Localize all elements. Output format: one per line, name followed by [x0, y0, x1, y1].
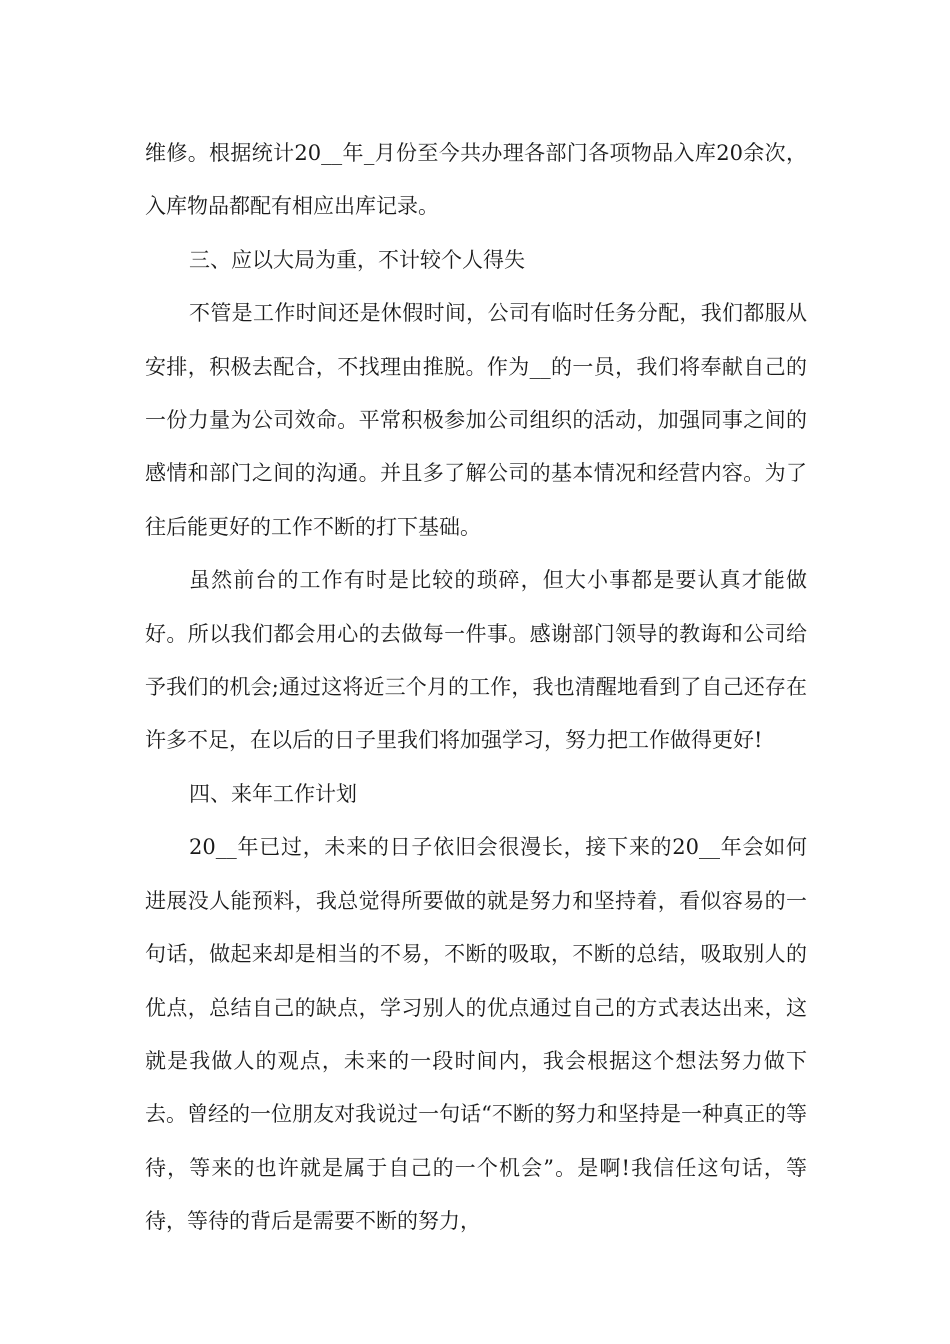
paragraph-continuation: 维修。根据统计20__年_月份至今共办理各部门各项物品入库20余次，入库物品都配有相应出库记录。	[145, 141, 807, 219]
document-body	[145, 127, 807, 1249]
section-heading-four: 四、来年工作计划	[189, 781, 357, 806]
paragraph-body: 20__年已过，未来的日子依旧会很漫长，接下来的20__年会如何进展没人能预料，我总觉得所要做的就是努力和坚持着，看似容易的一句话，做起来却是相当的不易，不断的吸取，不断的总结，吸取别人的优点，总结自己的缺点，学习别人的优点通过自己的方式表达出来，这就是我做人的观点，未来的一段时间内，我会根据这个想法努力做下去。曾经的一位朋友对我说过一句话“不断的努力和坚持是一种真正的等待，等来的也许就是属于自己的一个机会”。是啊!我信任这句话，等待，等待的背后是需要不断的努力，	[145, 835, 807, 1234]
section-heading-three: 三、应以大局为重，不计较个人得失	[189, 247, 525, 272]
paragraph-body: 虽然前台的工作有时是比较的琐碎，但大小事都是要认真才能做好。所以我们都会用心的去做每一件事。感谢部门领导的教诲和公司给予我们的机会;通过这将近三个月的工作，我也清醒地看到了自己还存在许多不足，在以后的日子里我们将加强学习，努力把工作做得更好!	[145, 568, 807, 753]
paragraph-body: 不管是工作时间还是休假时间，公司有临时任务分配，我们都服从安排，积极去配合，不找理由推脱。作为__的一员，我们将奉献自己的一份力量为公司效命。平常积极参加公司组织的活动，加强同事之间的感情和部门之间的沟通。并且多了解公司的基本情况和经营内容。为了往后能更好的工作不断的打下基础。	[145, 301, 807, 539]
